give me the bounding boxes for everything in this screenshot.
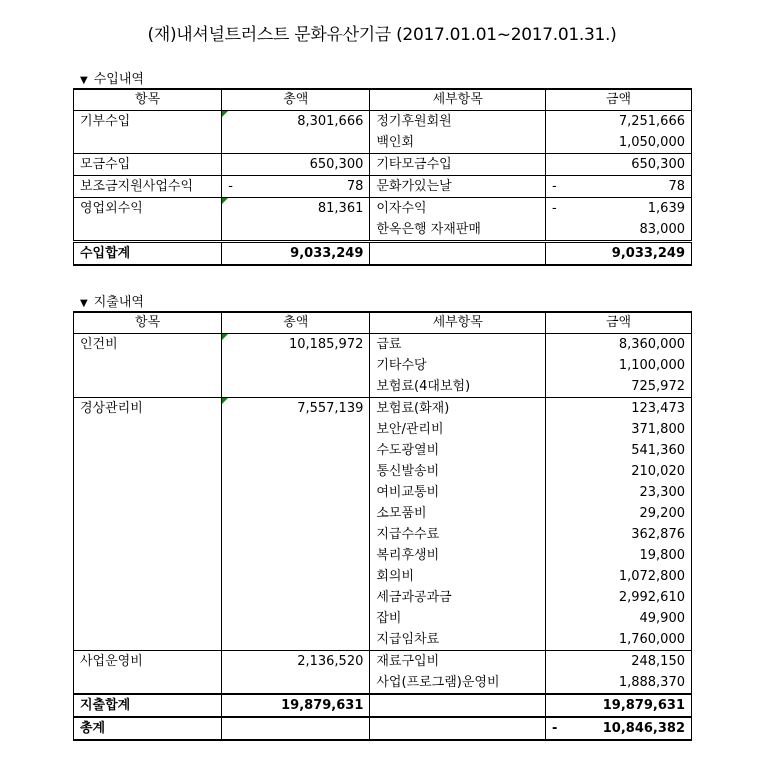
detail-cell-text: 보험료(화재) — [376, 401, 450, 416]
detail-cell — [370, 355, 546, 376]
detail-cell-text: 보안/관리비 — [376, 422, 444, 437]
total-cell — [222, 524, 370, 545]
amount-cell — [546, 672, 692, 694]
total-cell — [222, 334, 370, 356]
total-cell — [222, 440, 370, 461]
category-cell — [74, 334, 222, 356]
sum-row — [74, 242, 692, 266]
total-cell — [222, 355, 370, 376]
table-row — [74, 176, 692, 198]
total-cell-text: 10,185,972 — [288, 337, 364, 352]
amount-cell-text: 371,800 — [631, 422, 685, 437]
detail-cell — [370, 419, 546, 440]
detail-cell — [370, 132, 546, 154]
detail-cell — [370, 545, 546, 566]
detail-cell — [370, 176, 546, 198]
total-cell-text: 2,136,520 — [297, 654, 364, 669]
category-cell — [74, 651, 222, 673]
detail-cell — [370, 398, 546, 420]
amount-cell-text: 650,300 — [631, 157, 685, 172]
amount-cell — [546, 629, 692, 651]
grand-detail — [370, 717, 546, 740]
category-cell — [74, 154, 222, 176]
detail-cell-text: 여비교통비 — [376, 485, 440, 500]
table-row — [74, 629, 692, 651]
total-cell — [222, 176, 370, 198]
category-cell — [74, 440, 222, 461]
category-cell-text: 모금수입 — [80, 157, 131, 172]
detail-cell-text: 세금과공과금 — [376, 590, 452, 605]
grand-amount-text: 10,846,382 — [602, 721, 685, 736]
header-amount-text: 금액 — [605, 92, 632, 107]
detail-cell — [370, 651, 546, 673]
amount-cell-text: 541,360 — [631, 443, 685, 458]
total-cell — [222, 629, 370, 651]
sum-label-text: 지출합계 — [80, 698, 131, 713]
amount-cell — [546, 154, 692, 176]
amount-cell-text: 1,100,000 — [618, 358, 685, 373]
amount-cell — [546, 219, 692, 242]
detail-cell-text: 수도광열비 — [376, 443, 440, 458]
amount-cell-text: 8,360,000 — [618, 337, 685, 352]
category-cell — [74, 419, 222, 440]
amount-cell — [546, 482, 692, 503]
sum-row — [74, 694, 692, 717]
amount-cell — [546, 461, 692, 482]
amount-cell-text: 1,888,370 — [618, 675, 685, 690]
table-row — [74, 587, 692, 608]
grand-label — [74, 717, 222, 740]
total-cell-text: 78 — [346, 179, 364, 194]
detail-cell-text: 정기후원회원 — [376, 114, 452, 129]
sum-detail — [370, 694, 546, 717]
category-cell — [74, 461, 222, 482]
header-detail-text: 세부항목 — [432, 315, 483, 330]
detail-cell-text: 기타수당 — [376, 358, 427, 373]
detail-cell — [370, 629, 546, 651]
sum-amount-text: 9,033,249 — [611, 246, 685, 261]
total-cell — [222, 461, 370, 482]
sum-amount — [546, 694, 692, 717]
amount-cell — [546, 398, 692, 420]
table-row — [74, 545, 692, 566]
amount-cell-text: 7,251,666 — [618, 114, 685, 129]
header-detail — [370, 89, 546, 111]
amount-cell-text: 123,473 — [631, 401, 685, 416]
total-cell-text: 650,300 — [309, 157, 364, 172]
table-row — [74, 376, 692, 398]
dash-mark: - — [552, 179, 557, 194]
detail-cell — [370, 566, 546, 587]
table-row — [74, 334, 692, 356]
dash-mark: - — [228, 179, 233, 194]
grand-total-row — [74, 717, 692, 740]
category-cell — [74, 503, 222, 524]
detail-cell — [370, 198, 546, 220]
amount-cell — [546, 198, 692, 220]
amount-cell — [546, 334, 692, 356]
dash-mark: - — [552, 721, 558, 736]
detail-cell-text: 회의비 — [376, 569, 415, 584]
category-cell — [74, 176, 222, 198]
amount-cell — [546, 376, 692, 398]
amount-cell-text: 2,992,610 — [618, 590, 685, 605]
table-row — [74, 419, 692, 440]
header-detail-text: 세부항목 — [432, 92, 483, 107]
amount-cell-text: 49,900 — [639, 611, 685, 626]
amount-cell-text: 248,150 — [631, 654, 685, 669]
table-row — [74, 461, 692, 482]
amount-cell-text: 1,639 — [647, 201, 685, 216]
sum-total — [222, 242, 370, 266]
grand-total — [222, 717, 370, 740]
header-total — [222, 312, 370, 334]
total-cell — [222, 132, 370, 154]
category-cell-text: 보조금지원사업수익 — [80, 179, 194, 194]
category-cell — [74, 376, 222, 398]
total-cell — [222, 587, 370, 608]
total-cell — [222, 154, 370, 176]
detail-cell-text: 재료구입비 — [376, 654, 440, 669]
detail-cell — [370, 376, 546, 398]
total-cell — [222, 198, 370, 220]
header-total-text: 총액 — [283, 92, 309, 107]
detail-cell-text: 기타모금수입 — [376, 157, 452, 172]
amount-cell-text: 78 — [668, 179, 685, 194]
category-cell-text: 인건비 — [80, 337, 118, 352]
detail-cell-text: 백인회 — [376, 135, 415, 150]
table-row — [74, 198, 692, 220]
dash-mark: - — [552, 201, 557, 216]
category-cell-text: 사업운영비 — [80, 654, 143, 669]
category-cell — [74, 398, 222, 420]
total-cell — [222, 419, 370, 440]
table-row — [74, 524, 692, 545]
header-amount — [546, 89, 692, 111]
detail-cell-text: 문화가있는날 — [376, 179, 452, 194]
comment-marker-icon — [222, 111, 228, 117]
amount-cell — [546, 651, 692, 673]
amount-cell — [546, 132, 692, 154]
detail-cell-text: 지급임차료 — [376, 632, 440, 647]
category-cell-text: 영업외수익 — [80, 201, 143, 216]
category-cell — [74, 545, 222, 566]
detail-cell — [370, 111, 546, 133]
category-cell — [74, 524, 222, 545]
header-row — [74, 89, 692, 111]
table-row — [74, 503, 692, 524]
header-detail — [370, 312, 546, 334]
category-cell — [74, 355, 222, 376]
category-cell — [74, 608, 222, 629]
total-cell — [222, 651, 370, 673]
amount-cell-text: 1,072,800 — [618, 569, 685, 584]
amount-cell-text: 83,000 — [639, 222, 685, 237]
detail-cell-text: 복리후생비 — [376, 548, 440, 563]
total-cell-text: 7,557,139 — [297, 401, 364, 416]
detail-cell-text: 급료 — [376, 337, 402, 352]
amount-cell — [546, 176, 692, 198]
amount-cell-text: 1,050,000 — [618, 135, 685, 150]
amount-cell — [546, 545, 692, 566]
amount-cell-text: 29,200 — [639, 506, 685, 521]
page-title: (재)내셔널트러스트 문화유산기금 (2017.01.01~2017.01.31.) — [147, 25, 617, 45]
comment-marker-icon — [222, 398, 228, 404]
detail-cell — [370, 334, 546, 356]
sum-total-text: 9,033,249 — [290, 246, 364, 261]
header-item — [74, 312, 222, 334]
amount-cell-text: 1,760,000 — [618, 632, 685, 647]
detail-cell — [370, 482, 546, 503]
total-cell — [222, 482, 370, 503]
amount-cell-text: 19,800 — [639, 548, 685, 563]
sum-label — [74, 242, 222, 266]
header-item-text: 항목 — [135, 92, 161, 107]
table-row — [74, 154, 692, 176]
sum-total-text: 19,879,631 — [281, 698, 364, 713]
detail-cell — [370, 503, 546, 524]
amount-cell — [546, 503, 692, 524]
amount-cell — [546, 355, 692, 376]
category-cell — [74, 587, 222, 608]
category-cell-text: 경상관리비 — [80, 401, 143, 416]
income-section-label — [80, 68, 144, 87]
grand-amount — [546, 717, 692, 740]
total-cell — [222, 503, 370, 524]
detail-cell — [370, 587, 546, 608]
header-total-text: 총액 — [283, 315, 309, 330]
table-row — [74, 651, 692, 673]
detail-cell-text: 소모품비 — [376, 506, 427, 521]
amount-cell — [546, 440, 692, 461]
table-row — [74, 355, 692, 376]
amount-cell — [546, 111, 692, 133]
header-total — [222, 89, 370, 111]
detail-cell — [370, 154, 546, 176]
total-cell — [222, 608, 370, 629]
total-cell — [222, 111, 370, 133]
amount-cell-text: 362,876 — [631, 527, 685, 542]
expense-table — [73, 311, 692, 741]
category-cell — [74, 198, 222, 220]
table-row — [74, 132, 692, 154]
detail-cell — [370, 608, 546, 629]
category-cell — [74, 219, 222, 242]
total-cell — [222, 566, 370, 587]
detail-cell-text: 한옥은행 자재판매 — [376, 222, 481, 237]
category-cell — [74, 672, 222, 694]
total-cell-text: 8,301,666 — [297, 114, 364, 129]
header-amount-text: 금액 — [605, 315, 632, 330]
total-cell-text: 81,361 — [317, 201, 364, 216]
category-cell-text: 기부수입 — [80, 114, 131, 129]
table-row — [74, 608, 692, 629]
amount-cell-text: 210,020 — [631, 464, 685, 479]
detail-cell-text: 보험료(4대보험) — [376, 379, 471, 394]
detail-cell-text: 지급수수료 — [376, 527, 440, 542]
category-cell — [74, 629, 222, 651]
amount-cell-text: 23,300 — [639, 485, 685, 500]
amount-cell — [546, 419, 692, 440]
amount-cell — [546, 566, 692, 587]
income-table — [73, 88, 692, 266]
sum-label — [74, 694, 222, 717]
table-row — [74, 566, 692, 587]
expense-section-label — [80, 291, 144, 310]
triangle-down-icon: ▼ — [80, 75, 88, 86]
table-row — [74, 672, 692, 694]
table-row — [74, 398, 692, 420]
sum-amount — [546, 242, 692, 266]
category-cell — [74, 566, 222, 587]
category-cell — [74, 111, 222, 133]
total-cell — [222, 376, 370, 398]
header-amount — [546, 312, 692, 334]
detail-cell — [370, 219, 546, 242]
income-label-text: 수입내역 — [93, 72, 144, 87]
detail-cell-text: 사업(프로그램)운영비 — [376, 675, 500, 690]
grand-label-text: 총계 — [80, 721, 106, 736]
header-item — [74, 89, 222, 111]
category-cell — [74, 482, 222, 503]
comment-marker-icon — [222, 334, 228, 340]
sum-total — [222, 694, 370, 717]
triangle-down-icon: ▼ — [80, 298, 88, 309]
amount-cell — [546, 608, 692, 629]
amount-cell — [546, 524, 692, 545]
total-cell — [222, 219, 370, 242]
total-cell — [222, 545, 370, 566]
detail-cell-text: 통신발송비 — [376, 464, 440, 479]
table-row — [74, 219, 692, 242]
expense-label-text: 지출내역 — [93, 295, 144, 310]
detail-cell-text: 잡비 — [376, 611, 402, 626]
detail-cell — [370, 440, 546, 461]
amount-cell-text: 725,972 — [631, 379, 685, 394]
detail-cell — [370, 672, 546, 694]
table-row — [74, 111, 692, 133]
detail-cell — [370, 461, 546, 482]
total-cell — [222, 398, 370, 420]
detail-cell-text: 이자수익 — [376, 201, 427, 216]
comment-marker-icon — [222, 198, 228, 204]
category-cell — [74, 132, 222, 154]
total-cell — [222, 672, 370, 694]
amount-cell — [546, 587, 692, 608]
table-row — [74, 482, 692, 503]
sum-label-text: 수입합계 — [80, 246, 131, 261]
header-row — [74, 312, 692, 334]
table-row — [74, 440, 692, 461]
sum-amount-text: 19,879,631 — [602, 698, 685, 713]
header-item-text: 항목 — [135, 315, 161, 330]
detail-cell — [370, 524, 546, 545]
sum-detail — [370, 242, 546, 266]
